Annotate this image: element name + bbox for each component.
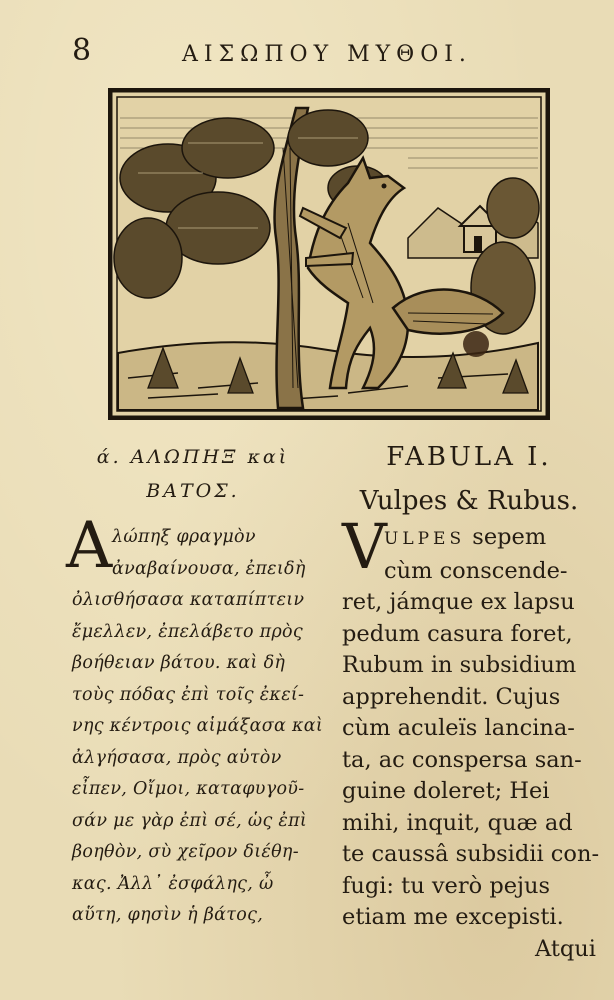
greek-line: αὕτη, φησὶν ἡ βάτος, <box>72 905 264 925</box>
greek-dropcap: Α <box>66 509 113 583</box>
greek-line: ὀλισθήσασα καταπίπτειν <box>72 590 305 610</box>
greek-line: σάν με γὰρ ἐπὶ σέ, ὡς ἐπὶ <box>72 810 308 831</box>
latin-dropcap: V <box>342 510 387 583</box>
greek-column <box>62 440 324 925</box>
woodcut-fox-and-bramble-icon <box>108 88 550 420</box>
greek-line: ἀναβαίνουσα, ἐπειδὴ <box>112 558 306 579</box>
latin-line: cùm conscende- <box>384 557 568 584</box>
woodcut-illustration <box>108 88 550 420</box>
greek-line: βοηθὸν, σὺ χεῖρον διέθη- <box>72 842 299 862</box>
latin-line: mihi, inquit, quæ ad <box>342 809 573 836</box>
catchword: Atqui <box>535 935 596 962</box>
greek-line: τοὺς πόδας ἐπὶ τοῖς ἐκεί- <box>72 684 305 705</box>
latin-line: Rubum in subsidium <box>342 652 577 678</box>
greek-fable-heading: ά. ΑΛΩΠΗΞ καὶ <box>96 446 290 468</box>
latin-line: guine doleret; Hei <box>342 778 550 804</box>
greek-fable-heading-cont: ΒΑΤΟΣ. <box>146 480 240 502</box>
greek-line: ἔμελλεν, ἐπελάβετο πρὸς <box>72 621 303 642</box>
latin-line: fugi: tu verò pejus <box>342 872 551 899</box>
running-head: ΑΙΣΩΠΟΥ ΜΥΘΟΙ. <box>182 42 472 67</box>
greek-line: βοήθειαν βάτου. καὶ δὴ <box>72 653 286 673</box>
latin-column <box>338 440 600 962</box>
latin-line: cùm aculeïs lancina- <box>342 715 575 741</box>
latin-line: apprehendit. Cujus <box>342 683 561 710</box>
latin-line-text: sepem <box>472 524 547 550</box>
latin-text <box>342 510 602 965</box>
greek-text <box>66 509 332 932</box>
latin-line: etiam me excepisti. <box>342 904 564 930</box>
latin-line: te caussâ subsidii con- <box>342 841 600 867</box>
latin-first-word: ULPES <box>384 529 466 549</box>
latin-fable-title: Vulpes & Rubus. <box>359 486 579 516</box>
greek-line: κας. Ἀλλ᾽ ἐσφάλης, ὦ <box>72 873 274 894</box>
latin-line: ta, ac conspersa san- <box>342 746 582 773</box>
greek-line: εἶπεν, Οἴμοι, καταφυγοῦ- <box>72 779 305 799</box>
greek-line: ἀλγήσασα, πρὸς αὐτὸν <box>72 747 282 768</box>
page-number: 8 <box>72 33 92 68</box>
greek-line: νης κέντροις αἱμάξασα καὶ <box>72 716 324 736</box>
latin-fable-heading: FABULA I. <box>386 442 552 472</box>
greek-line: λώπηξ φραγμὸν <box>112 527 256 547</box>
latin-line: ret, jámque ex lapsu <box>342 589 575 615</box>
latin-line: pedum casura foret, <box>342 620 573 647</box>
